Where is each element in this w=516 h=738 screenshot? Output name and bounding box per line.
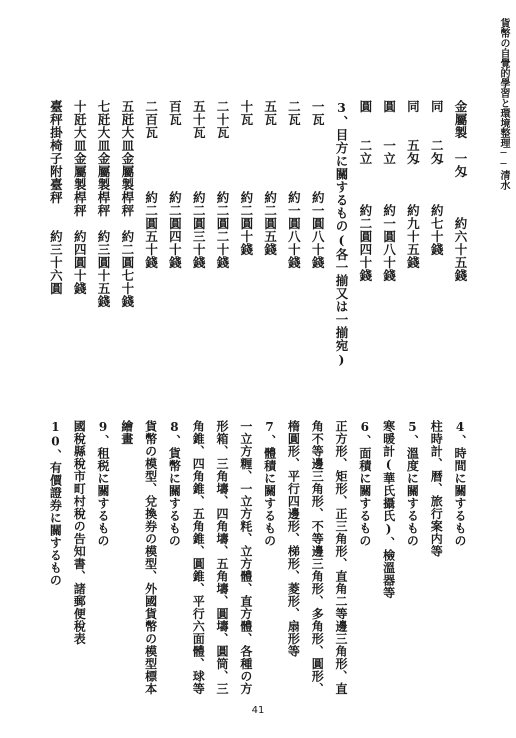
running-header: 貨幣の自覺的學習と環境整理──清水 xyxy=(498,18,509,190)
bottom-block-line: 柱時計、暦、旅行案内等 xyxy=(429,420,444,558)
bottom-block-line: 4、時間に關するもの xyxy=(453,420,467,547)
top-block-line: 二百瓦 約二圓五十錢 xyxy=(143,100,159,269)
top-block-line: 圓 一立 約一圓八十錢 xyxy=(381,100,397,282)
top-block-line: 金屬製 一匁 約六十五錢 xyxy=(453,100,468,282)
top-block-line: 十瓩大皿金屬製桿秤 約四圓十錢 xyxy=(72,100,88,295)
bottom-block-line: 9、租税に關するもの xyxy=(96,420,110,547)
bottom-block-line: 正方形、矩形、正三角形、直角二等邊三角形、直 xyxy=(334,420,348,695)
bottom-block-line: 國稅縣稅市町村稅の告知書、諸郵便稅表 xyxy=(72,420,87,645)
bottom-block-line: 10、有價證券に關するもの xyxy=(48,420,63,587)
top-block-line: 同 二匁 約七十錢 xyxy=(429,100,445,256)
top-block-line: 百瓦 約二圓四十錢 xyxy=(167,100,183,269)
bottom-block-line: 寒暖計(華氏攝氏)、檢溫器等 xyxy=(381,420,396,599)
bottom-block-line: 一立方糎、一立方粍、立方體、直方體、各種の方 xyxy=(238,420,253,695)
top-block-line: 五瓦 約二圓五錢 xyxy=(262,100,278,256)
top-block-line: 同 五匁 約九十五錢 xyxy=(405,100,421,269)
top-block-line: 圓 二立 約二圓四十錢 xyxy=(357,100,373,282)
bottom-block-line: 貨幣の模型、兌換券の模型、外國貨幣の模型標本 xyxy=(143,420,158,695)
page-number: 41 xyxy=(251,705,265,716)
bottom-block-line: 形箱、三角壔、四角壔、五角壔、圓壔、圓筒、三 xyxy=(215,420,229,695)
bottom-block-line: 繪畫 xyxy=(119,420,134,445)
top-block-line: 十瓦 約二圓十錢 xyxy=(238,100,254,256)
top-block-line: 臺秤掛椅子附臺秤 約三十六圓 xyxy=(48,100,64,295)
top-block-line: 五十瓦 約二圓三十錢 xyxy=(191,100,207,269)
top-block-line: 七瓩大皿金屬製桿秤 約三圓十五錢 xyxy=(96,100,111,308)
top-block-line: 3、目方に關するもの(各一揃又は一揃宛) xyxy=(334,100,349,368)
top-block-line: 一瓦 約一圓八十錢 xyxy=(310,100,326,269)
bottom-block-line: 5、溫度に關するもの xyxy=(405,420,420,547)
bottom-block-line: 6、面積に關するもの xyxy=(357,420,372,547)
top-block-line: 二瓦 約一圓八十錢 xyxy=(286,100,302,269)
bottom-block-line: 8、貨幣に關するもの xyxy=(167,420,182,547)
top-block-line: 五瓩大皿金屬製桿秤 約二圓七十錢 xyxy=(119,100,135,308)
bottom-block-line: 楕圓形、平行四邊形、梯形、菱形、扇形等 xyxy=(286,420,301,658)
bottom-block-line: 7、體積に關するもの xyxy=(262,420,277,547)
bottom-block-line: 角錐、四角錐、五角錐、圓錐、平行六面體、球等 xyxy=(191,420,206,695)
top-block-line: 二十瓦 約二圓二十錢 xyxy=(215,100,230,269)
bottom-block-line: 角不等邊三角形、不等邊三角形、多角形、圓形、 xyxy=(310,420,325,695)
